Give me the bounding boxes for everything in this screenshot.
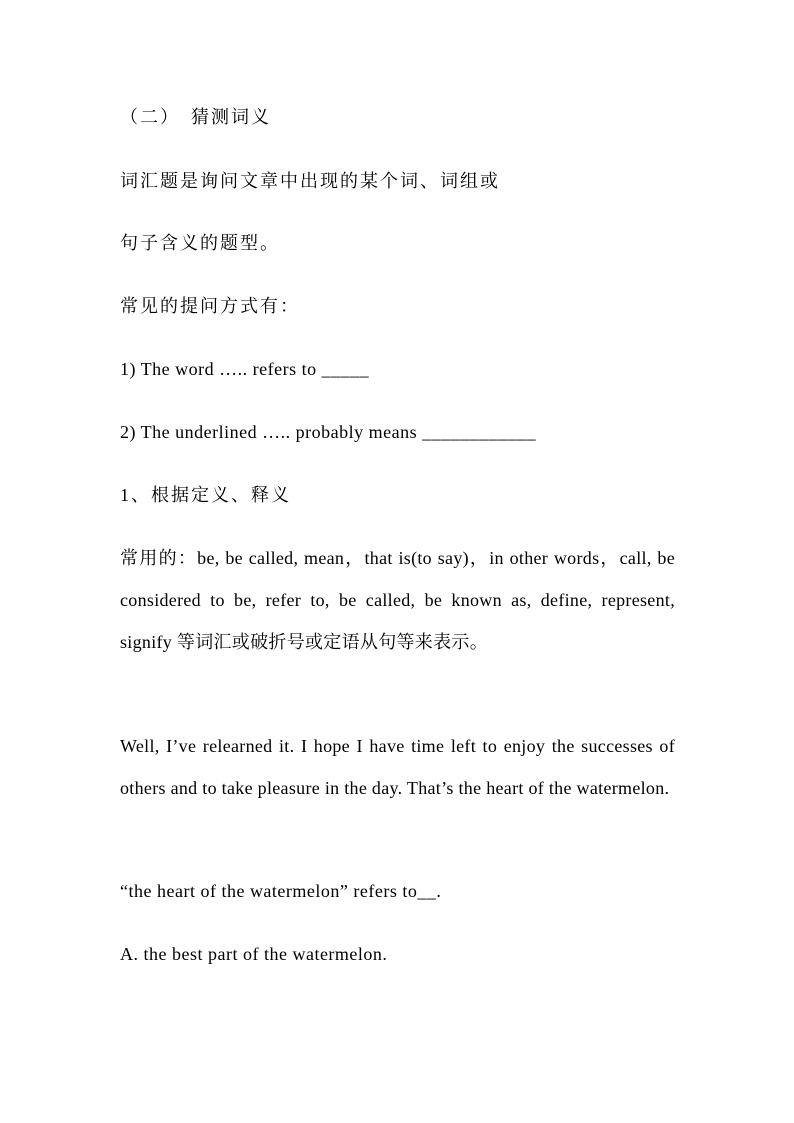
- example-passage: Well, I’ve relearned it. I hope I have time left to enjoy the successes of others and to take pleasure in the day. That’s the heart of the watermelon.: [120, 736, 675, 798]
- intro-line-2: 句子含义的题型。: [120, 233, 280, 253]
- section-heading: （二） 猜测词义: [120, 107, 271, 127]
- example-question: “the heart of the watermelon” refers to__.: [120, 881, 442, 901]
- question-form-1: 1) The word ….. refers to _____: [120, 359, 370, 379]
- intro-line-1: 词汇题是询问文章中出现的某个词、词组或: [120, 171, 500, 191]
- option-a: A. the best part of the watermelon.: [120, 944, 388, 964]
- method-explanation: 常用的：be, be called, mean，that is(to say)，in other words，call, be considered to be, refer to, be called, be known as, define, represent, signify 等词汇或破折号或定语从句等来表示。: [120, 548, 675, 652]
- common-questions-label: 常见的提问方式有：: [120, 296, 300, 316]
- method-heading: 1、根据定义、释义: [120, 485, 291, 505]
- question-form-2: 2) The underlined ….. probably means ____________: [120, 422, 537, 442]
